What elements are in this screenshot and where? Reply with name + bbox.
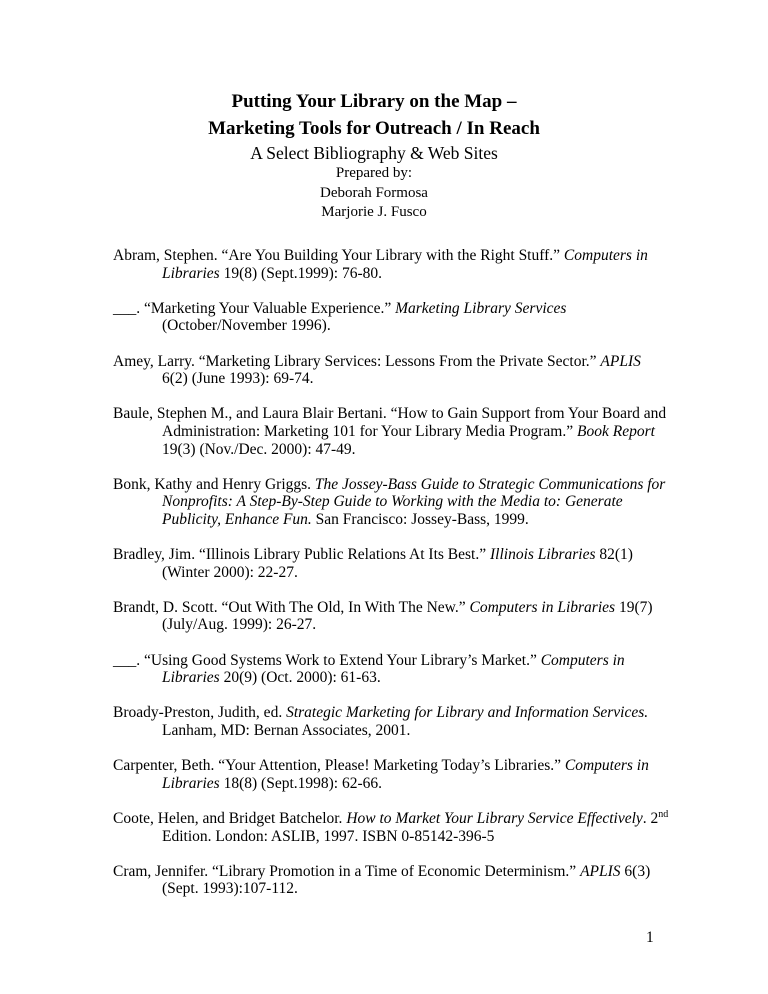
bibliography-entry — [113, 757, 673, 792]
italic-title-text: Libraries — [162, 669, 220, 687]
entry-line — [113, 669, 673, 687]
citation-text: Coote, Helen, and Bridget Batchelor. — [113, 810, 347, 827]
italic-title-text: APLIS — [600, 352, 641, 370]
entry-line — [113, 317, 673, 335]
author-name: Marjorie J. Fusco — [321, 204, 427, 220]
entry-line — [113, 757, 673, 775]
italic-title-text: Nonprofits: A Step-By-Step Guide to Working with the Media to: Generate — [162, 493, 623, 511]
bibliography-entry — [113, 863, 673, 898]
bibliography-entry — [113, 300, 673, 335]
citation-text: Lanham, MD: Bernan Associates, 2001. — [162, 722, 411, 740]
citation-text: nd — [658, 809, 669, 820]
citation-text: 18(8) (Sept.1998): 62-66. — [219, 774, 383, 792]
title-line-2: Marketing Tools for Outreach / In Reach — [208, 118, 540, 139]
entry-line — [113, 880, 673, 898]
bibliography-entry — [113, 546, 673, 581]
bibliography-entry — [113, 704, 673, 739]
italic-title-text: The Jossey-Bass Guide to Strategic Communications for — [314, 475, 666, 493]
italic-title-text: Marketing Library Services — [395, 299, 567, 317]
citation-text: Abram, Stephen. “Are You Building Your Library with the Right Stuff.” — [113, 247, 564, 264]
citation-text: Baule, Stephen M., and Laura Blair Bertani. “How to Gain Support from Your Board and — [113, 405, 667, 423]
entry-line — [113, 423, 673, 441]
entry-line — [113, 722, 673, 740]
bibliography-entry — [113, 810, 673, 845]
bibliography-entry — [113, 405, 673, 458]
citation-text: 20(9) (Oct. 2000): 61-63. — [219, 669, 381, 687]
bibliography-entry — [113, 599, 673, 634]
citation-text: 19(3) (Nov./Dec. 2000): 47-49. — [162, 440, 356, 458]
page-number: 1 — [646, 929, 654, 946]
italic-title-text: Computers in Libraries — [469, 598, 616, 616]
entry-line — [113, 405, 673, 423]
entry-line — [113, 353, 673, 371]
document-header — [0, 88, 768, 223]
citation-text: Edition. London: ASLIB, 1997. ISBN 0-85142-396-5 — [162, 827, 495, 845]
citation-text: Brandt, D. Scott. “Out With The Old, In With The New.” — [113, 598, 470, 616]
citation-text: Bonk, Kathy and Henry Griggs. — [113, 475, 315, 493]
italic-title-text: Computers in — [540, 651, 625, 669]
citation-text: 6(3) — [620, 862, 651, 880]
italic-title-text: Book Report — [577, 422, 655, 440]
citation-text: Cram, Jennifer. “Library Promotion in a Time of Economic Determinism.” — [113, 862, 581, 880]
italic-title-text: Strategic Marketing for Library and Information Services. — [286, 704, 649, 722]
citation-text: Administration: Marketing 101 for Your Library Media Program.” — [162, 422, 577, 440]
italic-title-text: How to Market Your Library Service Effectively — [346, 810, 643, 827]
entry-line — [113, 300, 673, 318]
italic-title-text: Libraries — [162, 774, 220, 792]
entry-line — [113, 564, 673, 582]
bibliography-list — [113, 247, 673, 916]
entry-line — [113, 511, 673, 529]
bibliography-entry — [113, 652, 673, 687]
entry-line — [113, 652, 673, 670]
entry-line — [113, 616, 673, 634]
citation-text: Broady-Preston, Judith, ed. — [113, 704, 287, 722]
entry-line — [113, 599, 673, 617]
citation-text: 82(1) — [595, 546, 633, 564]
entry-line — [113, 493, 673, 511]
bibliography-entry — [113, 476, 673, 529]
entry-line — [113, 828, 673, 846]
subtitle: A Select Bibliography & Web Sites — [250, 143, 498, 163]
entry-line — [113, 476, 673, 494]
title-line-1: Putting Your Library on the Map – — [231, 91, 517, 112]
entry-line — [113, 810, 673, 828]
italic-title-text: Libraries — [162, 264, 220, 282]
citation-text: . 2 — [642, 810, 659, 827]
entry-line — [113, 546, 673, 564]
entry-line — [113, 370, 673, 388]
citation-text: Bradley, Jim. “Illinois Library Public Relations At Its Best.” — [113, 546, 490, 564]
entry-line — [113, 775, 673, 793]
citation-text: San Francisco: Jossey-Bass, 1999. — [311, 510, 529, 528]
citation-text: 19(8) (Sept.1999): 76-80. — [219, 264, 383, 282]
bibliography-entry — [113, 353, 673, 388]
italic-title-text: Illinois Libraries — [489, 546, 596, 564]
citation-text: Carpenter, Beth. “Your Attention, Please! Marketing Today’s Libraries.” — [113, 757, 565, 775]
entry-line — [113, 247, 673, 265]
entry-line — [113, 265, 673, 283]
citation-text: (July/Aug. 1999): 26-27. — [162, 616, 317, 634]
italic-title-text: Computers in — [564, 757, 649, 775]
italic-title-text: APLIS — [580, 862, 621, 880]
citation-text: 6(2) (June 1993): 69-74. — [162, 370, 314, 388]
entry-line — [113, 441, 673, 459]
entry-line — [113, 863, 673, 881]
italic-title-text: Publicity, Enhance Fun. — [162, 510, 312, 528]
citation-text: (Winter 2000): 22-27. — [162, 563, 298, 581]
author-name: Deborah Formosa — [320, 184, 428, 201]
citation-text: 19(7) — [615, 598, 653, 616]
citation-text: ___. “Marketing Your Valuable Experience.” — [113, 299, 396, 317]
italic-title-text: Computers in — [563, 247, 648, 264]
citation-text: (Sept. 1993):107-112. — [162, 880, 298, 898]
citation-text: (October/November 1996). — [162, 317, 331, 335]
bibliography-entry — [113, 247, 673, 282]
entry-line — [113, 704, 673, 722]
citation-text: Amey, Larry. “Marketing Library Services: Lessons From the Private Sector.” — [113, 352, 601, 370]
prepared-by-label: Prepared by: — [335, 165, 413, 181]
citation-text: ___. “Using Good Systems Work to Extend Your Library’s Market.” — [113, 651, 541, 669]
